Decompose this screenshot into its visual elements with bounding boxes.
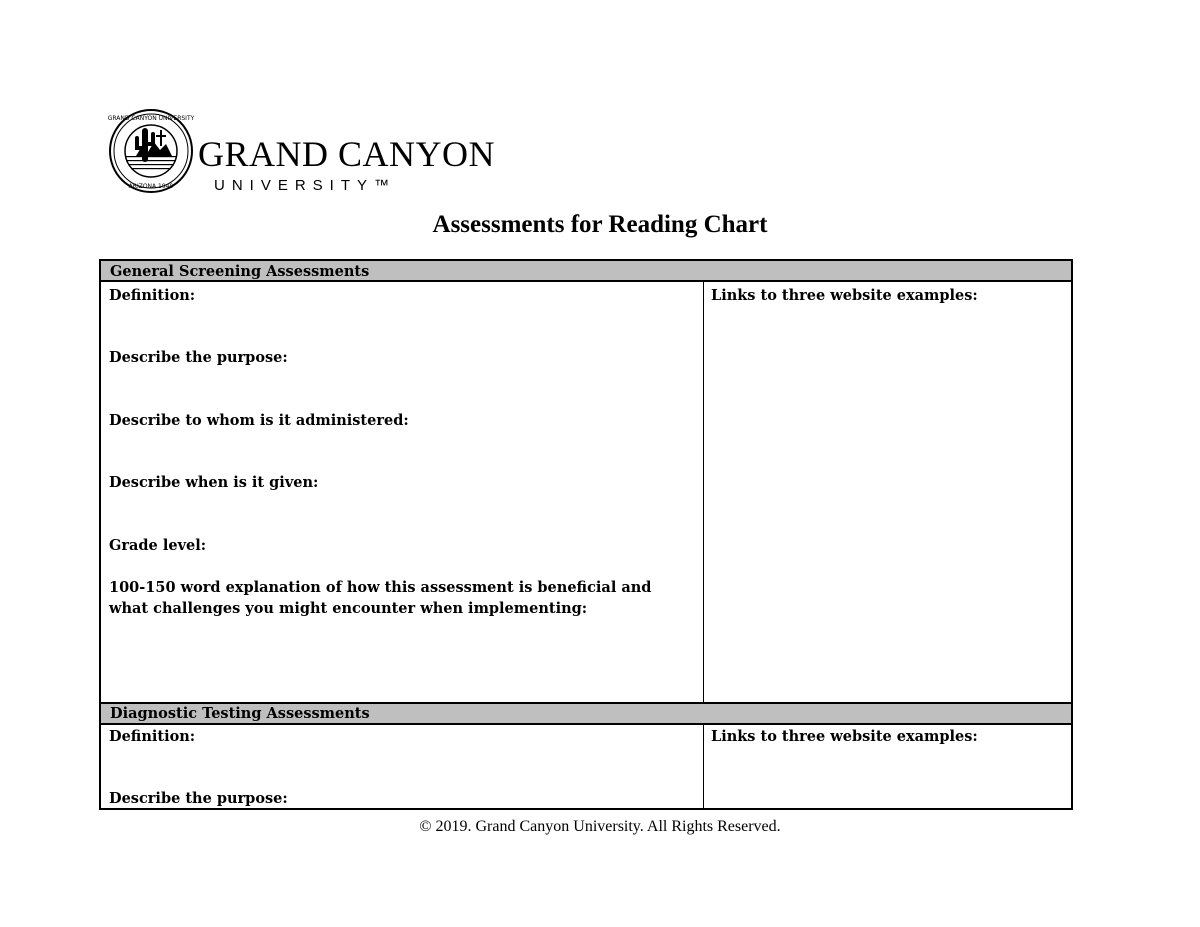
section-header-label: Diagnostic Testing Assessments	[110, 705, 370, 722]
copyright-footer: © 2019. Grand Canyon University. All Rights Reserved.	[419, 818, 781, 835]
column-divider	[703, 725, 704, 808]
links-label: Links to three website examples:	[711, 287, 978, 304]
logo-subtitle: UNIVERSITY™	[214, 177, 397, 194]
logo-wordmark: GRAND CANYON	[198, 134, 496, 174]
university-seal-icon	[108, 108, 194, 194]
university-logo	[108, 108, 496, 194]
section-header-diagnostic-testing	[101, 702, 1071, 725]
definition-label: Definition:	[109, 287, 196, 304]
section-header-general-screening	[101, 261, 1071, 282]
column-divider	[703, 282, 704, 702]
explanation-label: 100-150 word explanation of how this assessment is beneficial and what challenges you might encounter when implementing:	[109, 579, 652, 617]
grade-level-label: Grade level:	[109, 537, 207, 554]
definition-label: Definition:	[109, 728, 196, 745]
administered-label: Describe to whom is it administered:	[109, 412, 409, 429]
page-title: Assessments for Reading Chart	[432, 211, 768, 238]
links-label: Links to three website examples:	[711, 728, 978, 745]
section-header-label: General Screening Assessments	[110, 263, 370, 280]
assessment-chart-table	[99, 259, 1073, 810]
purpose-label: Describe the purpose:	[109, 790, 288, 807]
seal-bottom-text: ARIZONA 1949	[128, 183, 174, 190]
purpose-label: Describe the purpose:	[109, 349, 288, 366]
given-label: Describe when is it given:	[109, 474, 319, 491]
seal-top-text: GRAND CANYON UNIVERSITY	[108, 115, 194, 122]
